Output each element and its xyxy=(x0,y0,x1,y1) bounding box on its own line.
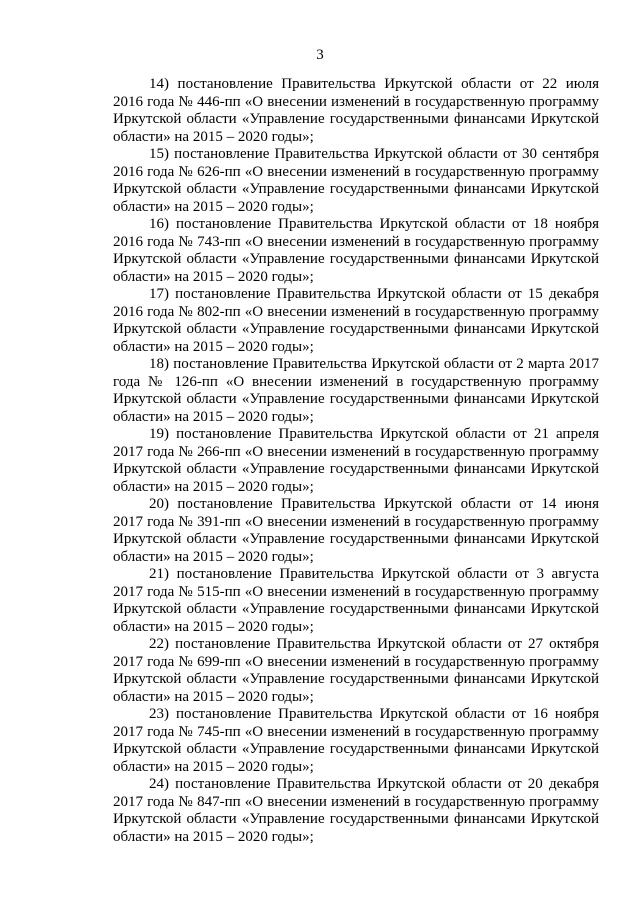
list-item-24: 24) постановление Правительства Иркутской области от 20 декабря 2017 года № 847-пп «О внесении изменений в государственную программу Иркутской области «Управление государственными финансами Иркутской области» на 2015 – 2020 годы»; xyxy=(113,776,599,845)
document-body xyxy=(113,76,599,846)
list-item-16: 16) постановление Правительства Иркутской области от 18 ноября 2016 года № 743-пп «О внесении изменений в государственную программу Иркутской области «Управление государственными финансами Иркутской области» на 2015 – 2020 годы»; xyxy=(113,216,599,285)
list-item-21: 21) постановление Правительства Иркутской области от 3 августа 2017 года № 515-пп «О внесении изменений в государственную программу Иркутской области «Управление государственными финансами Иркутской области» на 2015 – 2020 годы»; xyxy=(113,566,599,635)
page-number: 3 xyxy=(316,47,324,63)
list-item-15: 15) постановление Правительства Иркутской области от 30 сентября 2016 года № 626-пп «О внесении изменений в государственную программу Иркутской области «Управление государственными финансами Иркутской области» на 2015 – 2020 годы»; xyxy=(113,146,599,215)
list-item-22: 22) постановление Правительства Иркутской области от 27 октября 2017 года № 699-пп «О внесении изменений в государственную программу Иркутской области «Управление государственными финансами Иркутской области» на 2015 – 2020 годы»; xyxy=(113,636,599,705)
list-item-23: 23) постановление Правительства Иркутской области от 16 ноября 2017 года № 745-пп «О внесении изменений в государственную программу Иркутской области «Управление государственными финансами Иркутской области» на 2015 – 2020 годы»; xyxy=(113,706,599,775)
list-item-19: 19) постановление Правительства Иркутской области от 21 апреля 2017 года № 266-пп «О внесении изменений в государственную программу Иркутской области «Управление государственными финансами Иркутской области» на 2015 – 2020 годы»; xyxy=(113,426,599,495)
list-item-20: 20) постановление Правительства Иркутской области от 14 июня 2017 года № 391-пп «О внесении изменений в государственную программу Иркутской области «Управление государственными финансами Иркутской области» на 2015 – 2020 годы»; xyxy=(113,496,599,565)
list-item-17: 17) постановление Правительства Иркутской области от 15 декабря 2016 года № 802-пп «О внесении изменений в государственную программу Иркутской области «Управление государственными финансами Иркутской области» на 2015 – 2020 годы»; xyxy=(113,286,599,355)
list-item-18: 18) постановление Правительства Иркутской области от 2 марта 2017 года № 126-пп «О внесении изменений в государственную программу Иркутской области «Управление государственными финансами Иркутской области» на 2015 – 2020 годы»; xyxy=(113,356,599,425)
list-item-14: 14) постановление Правительства Иркутской области от 22 июля 2016 года № 446-пп «О внесении изменений в государственную программу Иркутской области «Управление государственными финансами Иркутской области» на 2015 – 2020 годы»; xyxy=(113,76,599,145)
